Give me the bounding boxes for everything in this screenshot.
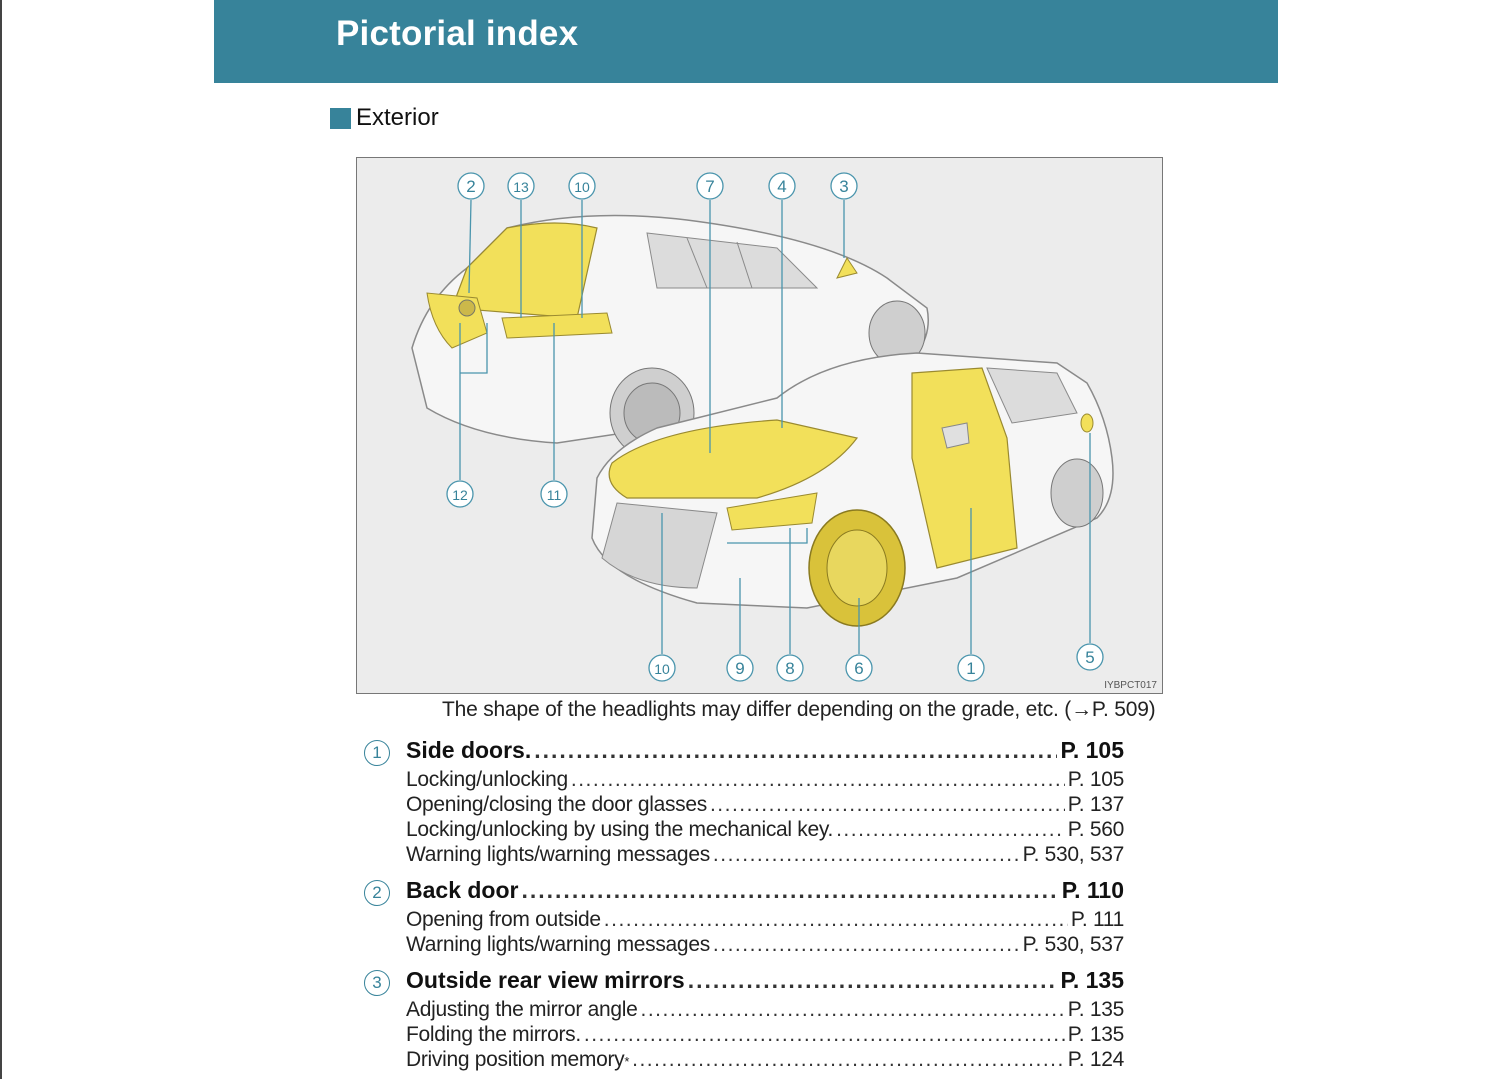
sub-entry-row[interactable] xyxy=(406,908,1124,933)
callout-11-left xyxy=(541,481,567,507)
page-edge-rule xyxy=(0,0,2,1079)
callout-label: 7 xyxy=(705,177,715,196)
index-entry-back-door xyxy=(364,877,1124,958)
dot-leader xyxy=(710,793,1065,817)
dot-leader xyxy=(713,843,1020,867)
callout-label: 2 xyxy=(466,177,476,196)
sub-entry-row[interactable] xyxy=(406,768,1124,793)
callout-label: 11 xyxy=(546,487,562,503)
sub-entry-row[interactable] xyxy=(406,1023,1124,1048)
callout-1-bottom xyxy=(958,655,984,681)
callout-label: 6 xyxy=(854,659,864,678)
sub-entry-page: P. 560 xyxy=(1067,818,1124,841)
exterior-illustration xyxy=(356,157,1163,694)
entry-main-row[interactable] xyxy=(406,877,1124,908)
callout-label: 8 xyxy=(785,659,795,678)
figure-caption: The shape of the headlights may differ depending on the grade, etc. (→P. 509) xyxy=(442,698,1156,721)
callout-4-top xyxy=(769,173,795,199)
entry-page: P. 110 xyxy=(1061,877,1124,903)
dot-leader xyxy=(836,818,1065,842)
callout-label: 3 xyxy=(839,177,849,196)
callout-label: 4 xyxy=(777,177,787,196)
sub-entry-row[interactable] xyxy=(406,933,1124,958)
callout-label: 10 xyxy=(574,179,590,195)
sub-entry-label: Locking/unlocking xyxy=(406,768,568,791)
callout-label: 5 xyxy=(1085,648,1095,667)
sub-entry-page: P. 137 xyxy=(1067,793,1124,816)
entry-page: P. 135 xyxy=(1060,967,1124,993)
callout-3-top xyxy=(831,173,857,199)
page-title: Pictorial index xyxy=(336,14,579,53)
dot-leader xyxy=(571,768,1065,792)
dot-leader xyxy=(521,877,1058,904)
entry-main-row[interactable] xyxy=(406,967,1124,998)
dot-leader xyxy=(688,967,1058,994)
sub-entry-label: Warning lights/warning messages xyxy=(406,843,710,866)
section-title: Exterior xyxy=(356,104,439,131)
callout-label: 13 xyxy=(513,179,529,195)
sub-entry-page: P. 135 xyxy=(1067,1023,1124,1046)
sub-entry-label: Folding the mirrors. xyxy=(406,1023,581,1046)
index-entry-side-doors xyxy=(364,737,1124,868)
entry-number: 3 xyxy=(364,970,390,996)
dot-leader xyxy=(584,1023,1065,1047)
sub-entry-row[interactable] xyxy=(406,818,1124,843)
sub-entry-label: Warning lights/warning messages xyxy=(406,933,710,956)
sub-entry-label: Opening/closing the door glasses xyxy=(406,793,707,816)
callout-10-bottom xyxy=(649,655,675,681)
callout-10-top xyxy=(569,173,595,199)
callout-12-left xyxy=(447,481,473,507)
entry-label: Side doors. xyxy=(406,737,532,763)
sub-entry-row[interactable] xyxy=(406,843,1124,868)
entry-number: 2 xyxy=(364,880,390,906)
section-heading xyxy=(330,104,439,132)
callout-13-top xyxy=(508,173,534,199)
dot-leader xyxy=(534,737,1057,764)
callout-6-bottom xyxy=(846,655,872,681)
sub-entry-label: Adjusting the mirror angle xyxy=(406,998,638,1021)
sub-entry-row[interactable]: Driving position memory * ..... P. 124 xyxy=(406,1048,1124,1073)
dot-leader xyxy=(604,908,1068,932)
image-code: IYBPCT017 xyxy=(1104,680,1157,691)
callout-label: 9 xyxy=(735,659,745,678)
sub-entry-label: Locking/unlocking by using the mechanical key. xyxy=(406,818,834,841)
callout-label: 1 xyxy=(966,659,976,678)
entry-label: Back door xyxy=(406,877,519,903)
section-square-icon xyxy=(330,108,351,129)
entry-page: P. 105 xyxy=(1060,737,1124,763)
index-entry-outside-mirrors xyxy=(364,967,1124,1073)
sub-entry-label: Driving position memory xyxy=(406,1048,625,1071)
car-diagram xyxy=(357,158,1162,693)
dot-leader xyxy=(713,933,1020,957)
callout-7-top xyxy=(697,173,723,199)
entry-number: 1 xyxy=(364,740,390,766)
index-list xyxy=(364,737,1124,1082)
callout-8-bottom xyxy=(777,655,803,681)
sub-entry-page: P. 111 xyxy=(1070,908,1124,931)
sub-entry-page: P. 105 xyxy=(1067,768,1124,791)
callout-5-bottom xyxy=(1077,644,1103,670)
sub-entry-page: P. 530, 537 xyxy=(1022,843,1124,866)
sub-entry-page: P. 135 xyxy=(1067,998,1124,1021)
callout-label: 10 xyxy=(654,661,670,677)
callout-2-top xyxy=(458,173,484,199)
entry-main-row[interactable] xyxy=(406,737,1124,768)
sub-entry-row[interactable] xyxy=(406,998,1124,1023)
dot-leader xyxy=(632,1048,1065,1072)
sub-entry-label: Opening from outside xyxy=(406,908,601,931)
entry-label: Outside rear view mirrors xyxy=(406,967,685,993)
dot-leader xyxy=(641,998,1065,1022)
sub-entry-page: P. 530, 537 xyxy=(1022,933,1124,956)
sub-entry-row[interactable] xyxy=(406,793,1124,818)
callout-9-bottom xyxy=(727,655,753,681)
page-header xyxy=(214,0,1278,83)
sub-entry-page: P. 124 xyxy=(1067,1048,1124,1071)
callout-label: 12 xyxy=(452,487,468,503)
